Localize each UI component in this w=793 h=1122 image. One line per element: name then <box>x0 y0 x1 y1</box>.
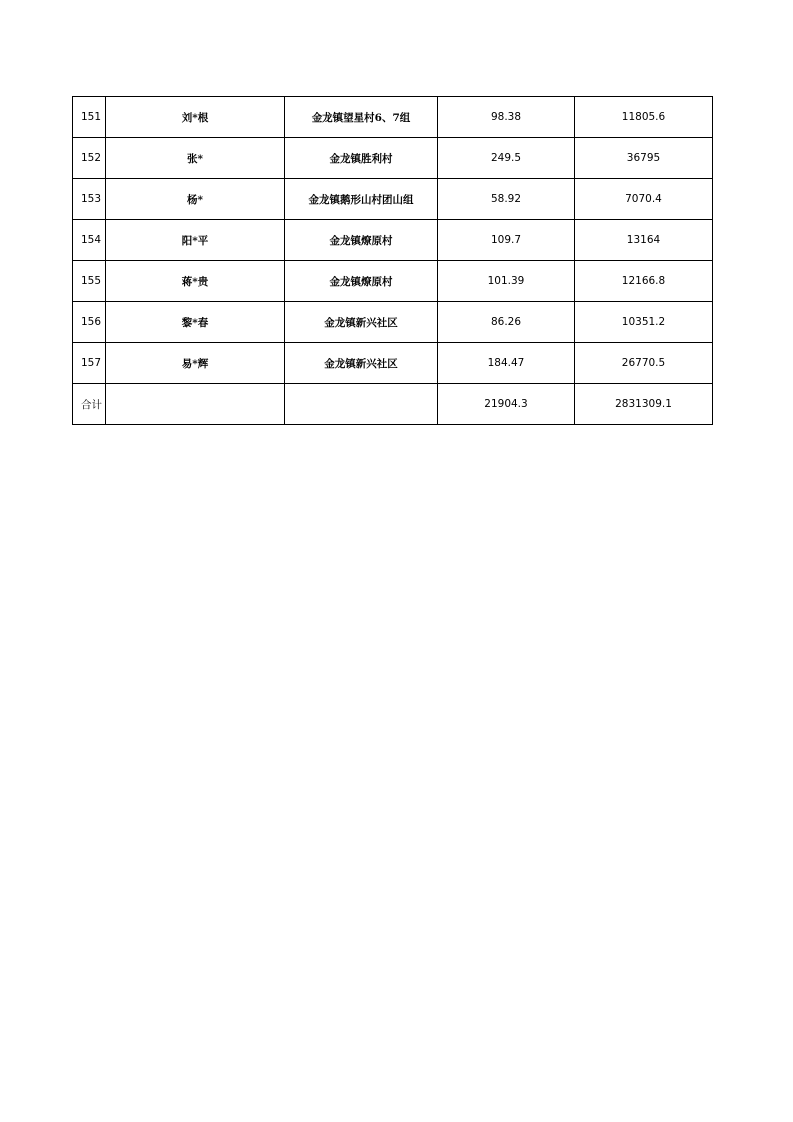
area-value: 249.5 <box>438 138 575 179</box>
address: 金龙镇新兴社区 <box>285 343 438 384</box>
total-address-empty <box>285 384 438 425</box>
subsidy-table <box>72 96 713 425</box>
person-name: 蒋*贵 <box>106 261 285 302</box>
person-name: 易*辉 <box>106 343 285 384</box>
row-number: 154 <box>73 220 106 261</box>
address: 金龙镇燎原村 <box>285 220 438 261</box>
total-area: 21904.3 <box>438 384 575 425</box>
total-label: 合计 <box>73 384 106 425</box>
area-value: 58.92 <box>438 179 575 220</box>
address: 金龙镇望星村6、7组 <box>285 97 438 138</box>
amount-value: 36795 <box>575 138 713 179</box>
area-value: 98.38 <box>438 97 575 138</box>
row-number: 151 <box>73 97 106 138</box>
person-name: 刘*根 <box>106 97 285 138</box>
total-amount: 2831309.1 <box>575 384 713 425</box>
table-row <box>73 302 713 343</box>
address: 金龙镇胜利村 <box>285 138 438 179</box>
area-value: 86.26 <box>438 302 575 343</box>
table-row <box>73 138 713 179</box>
table-row <box>73 343 713 384</box>
row-number: 152 <box>73 138 106 179</box>
address: 金龙镇燎原村 <box>285 261 438 302</box>
person-name: 阳*平 <box>106 220 285 261</box>
address: 金龙镇鹅形山村团山组 <box>285 179 438 220</box>
address: 金龙镇新兴社区 <box>285 302 438 343</box>
table-row <box>73 179 713 220</box>
amount-value: 7070.4 <box>575 179 713 220</box>
area-value: 101.39 <box>438 261 575 302</box>
total-row <box>73 384 713 425</box>
row-number: 157 <box>73 343 106 384</box>
table-row <box>73 97 713 138</box>
amount-value: 11805.6 <box>575 97 713 138</box>
total-name-empty <box>106 384 285 425</box>
row-number: 156 <box>73 302 106 343</box>
table-row <box>73 220 713 261</box>
amount-value: 26770.5 <box>575 343 713 384</box>
amount-value: 10351.2 <box>575 302 713 343</box>
row-number: 153 <box>73 179 106 220</box>
area-value: 184.47 <box>438 343 575 384</box>
table-row <box>73 261 713 302</box>
person-name: 黎*春 <box>106 302 285 343</box>
person-name: 杨* <box>106 179 285 220</box>
area-value: 109.7 <box>438 220 575 261</box>
person-name: 张* <box>106 138 285 179</box>
amount-value: 12166.8 <box>575 261 713 302</box>
amount-value: 13164 <box>575 220 713 261</box>
row-number: 155 <box>73 261 106 302</box>
